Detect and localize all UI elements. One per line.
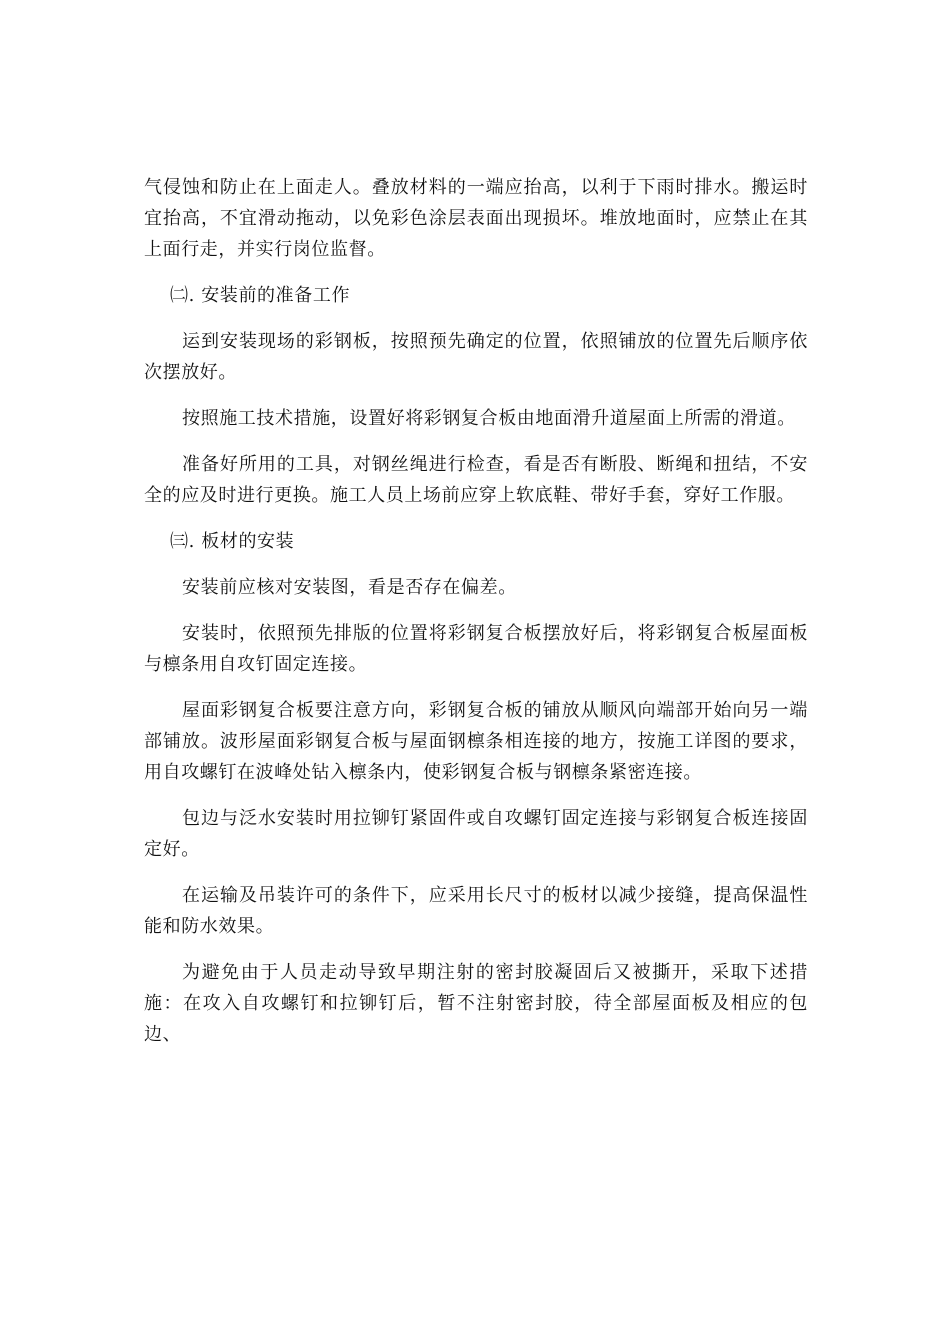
paragraph: 为避免由于人员走动导致早期注射的密封胶凝固后又被撕开，采取下述措施：在攻入自攻螺钉和拉铆钉后，暂不注射密封胶，待全部屋面板及相应的包边、 xyxy=(144,962,808,1045)
paragraph-continuation: 气侵蚀和防止在上面走人。叠放材料的一端应抬高，以利于下雨时排水。搬运时宜抬高，不宜滑动拖动，以免彩色涂层表面出现损坏。堆放地面时，应禁止在其上面行走，并实行岗位监督。 xyxy=(144,177,808,260)
paragraph: 安装前应核对安装图，看是否存在偏差。 xyxy=(182,577,517,598)
section-heading-installation: ㈢. 板材的安装 xyxy=(170,531,295,552)
paragraph: 按照施工技术措施，设置好将彩钢复合板由地面滑升道屋面上所需的滑道。 xyxy=(182,408,796,429)
paragraph: 运到安装现场的彩钢板，按照预先确定的位置，依照铺放的位置先后顺序依次摆放好。 xyxy=(144,331,808,383)
paragraph: 在运输及吊装许可的条件下，应采用长尺寸的板材以减少接缝，提高保温性能和防水效果。 xyxy=(144,885,808,937)
paragraph: 准备好所用的工具，对钢丝绳进行检查，看是否有断股、断绳和扭结，不安全的应及时进行更换。施工人员上场前应穿上软底鞋、带好手套，穿好工作服。 xyxy=(144,454,808,506)
document-body xyxy=(144,172,808,1065)
paragraph: 安装时，依照预先排版的位置将彩钢复合板摆放好后，将彩钢复合板屋面板与檩条用自攻钉固定连接。 xyxy=(144,623,808,675)
section-heading-preparation: ㈡. 安装前的准备工作 xyxy=(170,285,351,306)
paragraph: 包边与泛水安装时用拉铆钉紧固件或自攻螺钉固定连接与彩钢复合板连接固定好。 xyxy=(144,808,808,860)
paragraph: 屋面彩钢复合板要注意方向，彩钢复合板的铺放从顺风向端部开始向另一端部铺放。波形屋面彩钢复合板与屋面钢檩条相连接的地方，按施工详图的要求，用自攻螺钉在波峰处钻入檩条内，使彩钢复合板与钢檩条紧密连接。 xyxy=(144,700,808,783)
